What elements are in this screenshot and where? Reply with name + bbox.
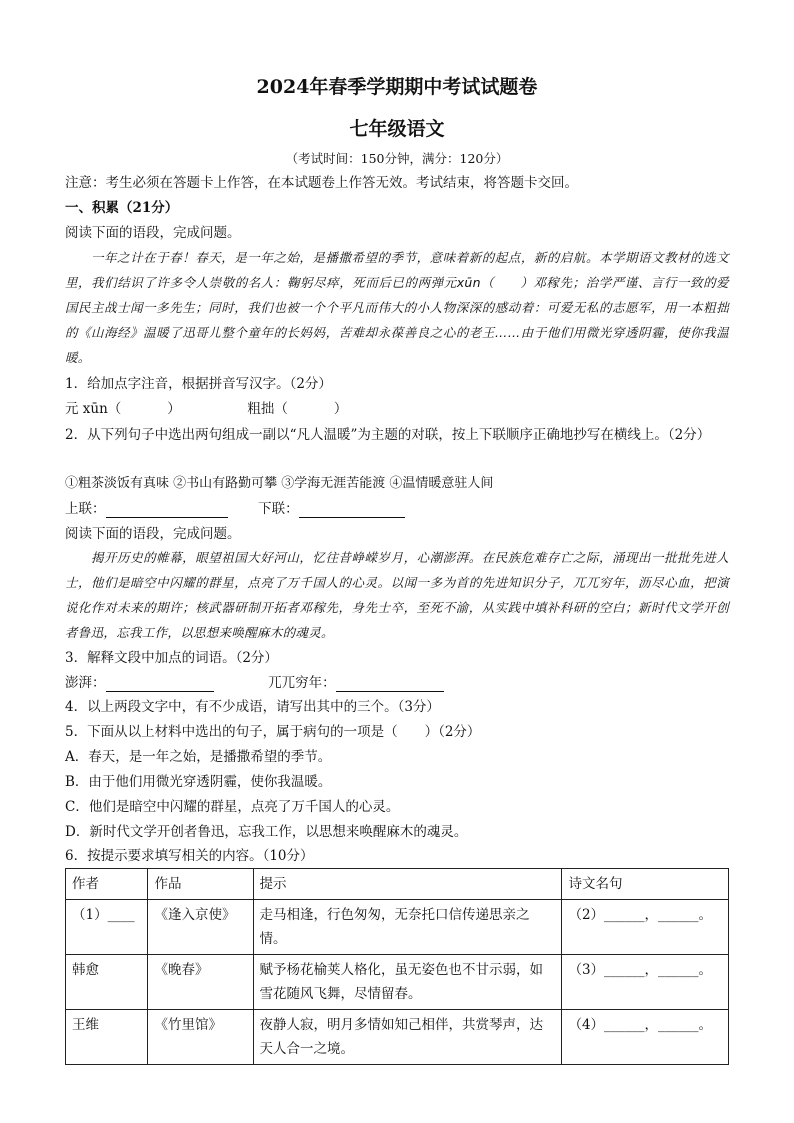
notice: 注意：考生必须在答题卡上作答，在本试题卷上作答无效。考试结束，将答题卡交回。 xyxy=(65,175,578,191)
passage-1: 一年之计在于春！春天，是一年之始，是播撒希望的季节，意味着新的起点，新的启航。本学期语文教材的选文里，我们结识了许多令人崇敬的名人：鞠躬尽瘁，死而后已的两弹元xūn（ ）邓稼先；治学严谨、言行一致的爱国民主战士闻一多先生；同时，我们也被一个个平凡而伟大的小人物深深的感动着：可爱无私的志愿军，用一本粗拙的《山海经》温暖了迅哥儿整个童年的长妈妈，苦难却永葆善良之心的老王……由于他们用微光穿透阴霾，使你我温暖。 xyxy=(65,250,729,365)
lower-couplet-label: 下联： xyxy=(258,501,299,517)
cell-author: 韩愈 xyxy=(66,955,148,1010)
lower-couplet-blank[interactable] xyxy=(299,501,405,518)
exam-title: 2024年春季学期期中考试试题卷 xyxy=(256,76,538,98)
exam-subject: 七年级语文 xyxy=(349,118,445,140)
q3-blank-a[interactable] xyxy=(106,675,214,692)
q3-term-b: 兀兀穷年： xyxy=(268,675,336,691)
q5-option-c: C．他们是暗空中闪耀的群星，点亮了万千国人的心灵。 xyxy=(65,799,400,815)
upper-couplet-blank[interactable] xyxy=(106,501,228,518)
table-row xyxy=(66,955,729,1010)
q3-term-a: 澎湃： xyxy=(65,675,106,691)
cell-quote[interactable]: （3）______，______。 xyxy=(562,955,729,1010)
q5-option-b: B．由于他们用微光穿透阴霾，使你我温暖。 xyxy=(65,774,332,790)
question-1: 1．给加点字注音，根据拼音写汉字。（2分） xyxy=(65,376,332,392)
question-2-options: ①粗茶淡饭有真味 ②书山有路勤可攀 ③学海无涯苦能渡 ④温情暖意驻人间 xyxy=(65,476,494,491)
question-1-answers: 元 xūn（ ） 粗拙（ ） xyxy=(65,401,348,417)
question-2: 2．从下列句子中选出两句组成一副以“凡人温暖”为主题的对联，按上下联顺序正确地抄写在横线上。（2分） xyxy=(65,427,711,443)
q3-blank-b[interactable] xyxy=(336,675,444,692)
header-author: 作者 xyxy=(66,869,148,900)
header-quote: 诗文名句 xyxy=(562,869,729,900)
cell-work: 《晚春》 xyxy=(148,955,253,1010)
couplet-answer-line xyxy=(65,500,729,518)
q5-option-d: D．新时代文学开创者鲁迅，忘我工作，以思想来唤醒麻木的魂灵。 xyxy=(65,824,468,840)
cell-work: 《竹里馆》 xyxy=(148,1010,253,1065)
passage-2: 揭开历史的帷幕，眼望祖国大好河山，忆往昔峥嵘岁月，心潮澎湃。在民族危难存亡之际，涌现出一批批先进人士，他们是暗空中闪耀的群星，点亮了万千国人的心灵。以闻一多为首的先进知识分子，兀兀穷年，沥尽心血，把演说化作对未来的期许；核武器研制开拓者邓稼先，身先士卒，至死不渝，从实践中填补科研的空白；新时代文学开创者鲁迅，忘我工作，以思想来唤醒麻木的魂灵。 xyxy=(65,550,729,640)
question-6: 6．按提示要求填写相关的内容。（10分） xyxy=(65,848,314,864)
cell-quote[interactable]: （4）______，______。 xyxy=(562,1010,729,1065)
cell-hint: 夜静人寂，明月多情如知己相伴，共赏琴声，达天人合一之境。 xyxy=(253,1010,562,1065)
cell-quote[interactable]: （2）______，______。 xyxy=(562,900,729,955)
reading-intro-2: 阅读下面的语段，完成问题。 xyxy=(65,526,241,542)
reading-intro-1: 阅读下面的语段，完成问题。 xyxy=(65,225,241,241)
upper-couplet-label: 上联： xyxy=(65,501,106,517)
section-heading: 一、积累（21分） xyxy=(65,200,179,216)
exam-info: （考试时间：150分钟，满分：120分） xyxy=(285,151,509,166)
table-header-row xyxy=(66,869,729,900)
table-row xyxy=(66,1010,729,1065)
cell-author[interactable]: （1）____ xyxy=(66,900,148,955)
question-5: 5．下面从以上材料中选出的句子，属于病句的一项是（ ）（2分） xyxy=(65,724,481,740)
cell-author: 王维 xyxy=(66,1010,148,1065)
cell-work: 《逢入京使》 xyxy=(148,900,253,955)
table-row xyxy=(66,900,729,955)
question-3: 3．解释文段中加点的词语。（2分） xyxy=(65,650,278,666)
question-3-answers xyxy=(65,674,729,692)
q1-item-a: 元 xūn（ xyxy=(65,401,122,417)
q5-option-a: A．春天，是一年之始，是播撒希望的季节。 xyxy=(65,749,332,765)
question-4: 4．以上两段文字中，有不少成语，请写出其中的三个。（3分） xyxy=(65,699,440,715)
poetry-table xyxy=(65,868,729,1065)
q1-item-b: 粗拙（ xyxy=(247,401,288,417)
header-hint: 提示 xyxy=(253,869,562,900)
cell-hint: 走马相逢，行色匆匆，无奈托口信传递思亲之情。 xyxy=(253,900,562,955)
cell-hint: 赋予杨花榆荚人格化，虽无姿色也不甘示弱，如雪花随风飞舞，尽情留春。 xyxy=(253,955,562,1010)
header-work: 作品 xyxy=(148,869,253,900)
